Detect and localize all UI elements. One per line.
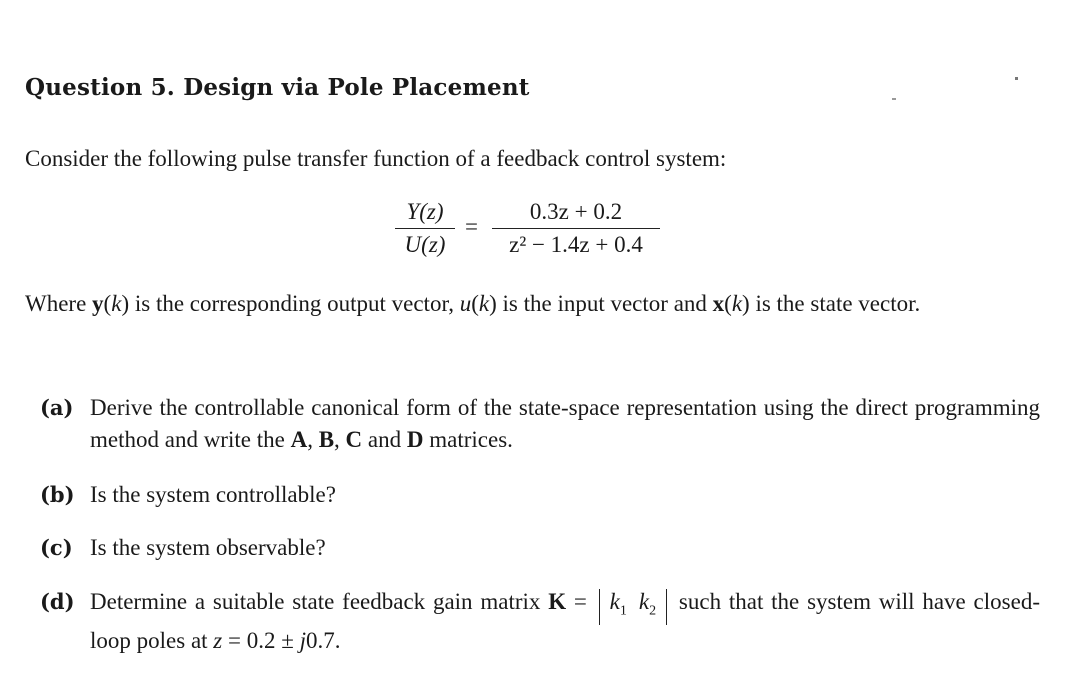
item-label: (d) [40,589,75,614]
gain-matrix-symbol: K [548,589,567,614]
list-item [40,479,1040,511]
where-paragraph: Where y(k) is the corresponding output vector, u(k) is the input vector and x(k) is the state vector. [25,291,921,316]
gain-matrix: $k_1$ $k_2$ [599,589,667,625]
rhs-denominator: z² − 1.4z + 0.4 [509,232,643,257]
item-text: Derive the controllable canonical form of the state-space representation using the direct programming method and write the A, B, C and D matrices. [90,395,1040,452]
rhs-fraction [492,197,660,260]
item-text: Determine a suitable state feedback gain matrix $K = k_1$ $k_2$ such that the system will have closed-loop poles at z = 0.2 ± j0.7. [90,589,1040,653]
item-label: (b) [40,482,75,507]
rhs-numerator: 0.3z + 0.2 [529,199,623,224]
output-vector-symbol: y [92,291,104,316]
scan-speck [892,98,896,100]
list-item [40,392,1040,456]
lhs-denominator: U(z) [404,232,446,257]
state-vector-symbol: x [712,291,725,316]
item-text: Is the system controllable? [90,482,336,507]
list-item [40,532,1040,564]
equals-sign: = [465,214,478,239]
item-text: Is the system observable? [90,535,326,560]
item-label: (a) [40,395,74,420]
scan-speck [1015,77,1018,80]
lhs-fraction [395,197,455,260]
list-item [40,586,1040,657]
intro-paragraph: Consider the following pulse transfer function of a feedback control system: [25,146,727,171]
lhs-fraction-bar [395,228,455,229]
question-heading: Question 5. Design via Pole Placement [25,74,530,101]
rhs-fraction-bar [492,228,660,229]
input-vector-symbol: u [459,291,472,316]
item-label: (c) [40,535,73,560]
lhs-numerator: Y(z) [406,199,444,224]
